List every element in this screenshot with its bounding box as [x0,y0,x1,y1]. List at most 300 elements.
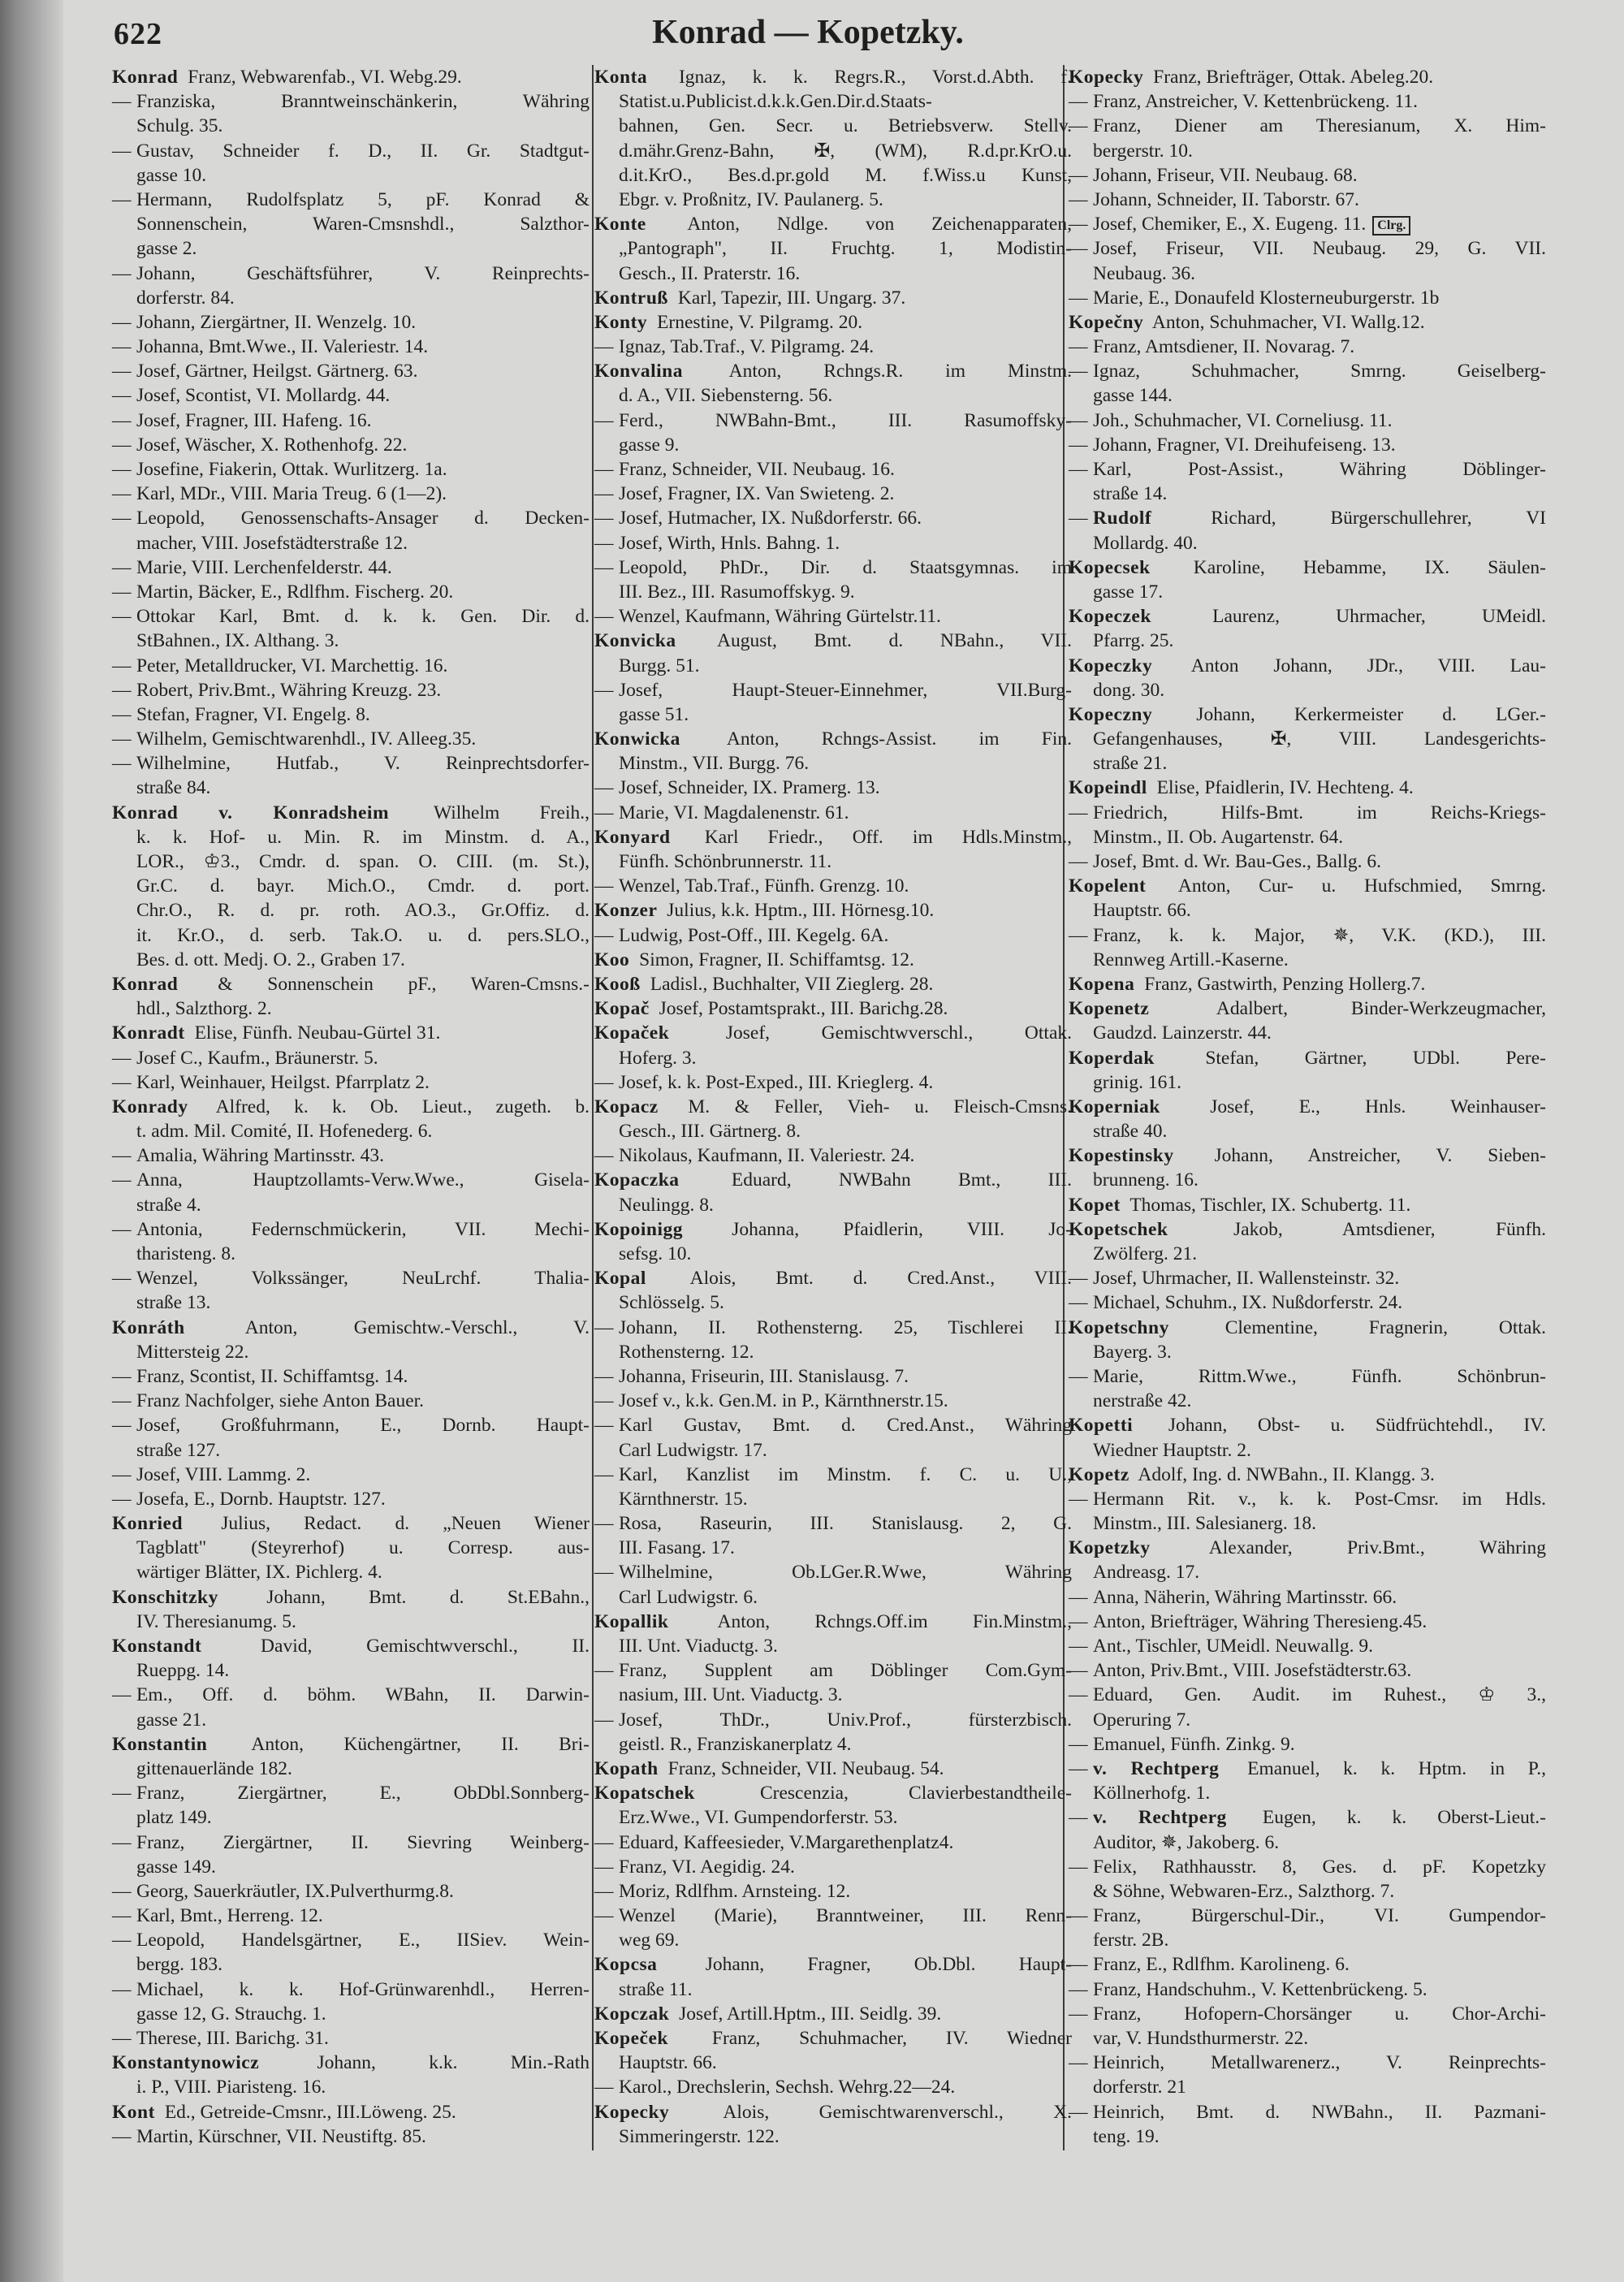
directory-entry [1069,1585,1546,1610]
ditto-dash: — [112,336,132,358]
ditto-dash: — [1069,2101,1088,2123]
entry-line [112,678,590,702]
ditto-dash: — [112,703,132,725]
entry-text: Wenzel, Tab.Traf., Fünfh. Grenzg. 10. [619,875,909,897]
entry-line [594,1340,1072,1364]
entry-text: Franziska, Branntweinschänkerin, Währing [136,91,590,113]
entry-line [1069,1952,1546,1977]
directory-entry [112,604,590,653]
ditto-dash: — [594,606,614,628]
entry-text: Carl Ludwigstr. 6. [619,1586,758,1608]
entry-text: Hauptstr. 66. [1093,900,1191,922]
entry-text: Stefan, Gärtner, UDbl. Pere- [1205,1047,1546,1069]
entry-text: bergerstr. 10. [1093,140,1193,162]
entry-line [1069,2026,1546,2051]
entry-text: Josef, Hutmacher, IX. Nußdorferstr. 66. [619,508,922,529]
entry-line [594,286,1072,310]
entry-text: Martin, Bäcker, E., Rdlfhm. Fischerg. 20. [136,581,454,603]
ditto-dash: — [112,140,132,162]
entry-text: Mollardg. 40. [1093,532,1198,554]
entry-text: Ernestine, V. Pilgramg. 20. [657,311,863,333]
entry-text: gasse 17. [1093,581,1164,603]
directory-entry [112,1634,590,1683]
surname-headword: Kopestinsky [1069,1145,1174,1167]
entry-line [112,1634,590,1658]
entry-line [594,825,1072,849]
entry-line [1069,89,1546,114]
entry-line [594,1658,1072,1683]
entry-line [112,1757,590,1781]
entry-text: straße 127. [136,1439,221,1461]
directory-entry [1069,1855,1546,1904]
entry-text: Thomas, Tischler, IX. Schubertg. 11. [1129,1194,1411,1216]
directory-entry [1069,1634,1546,1658]
entry-line [594,1757,1072,1781]
entry-text: Laurenz, Uhrmacher, UMeidl. [1212,606,1546,628]
entry-text: Anton, Rchngs.R. im Minstm. [728,361,1072,382]
ditto-dash: — [1069,1586,1088,1608]
entry-text: Sonnenschein, Waren-Cmsnshdl., Salzthor- [136,214,590,236]
entry-line [1069,1658,1546,1683]
entry-line [1069,65,1546,89]
entry-text: gasse 12, G. Strauchg. 1. [136,2003,326,2025]
entry-line [1069,1242,1546,1266]
directory-entry [1069,2051,1546,2099]
entry-line [594,1242,1072,1266]
entry-text: Marie, E., Donaufeld Klosterneuburgerstr. 1b [1093,287,1440,309]
surname-headword: Konschitzky [112,1586,218,1608]
listing-badge: Clrg. [1372,216,1410,236]
surname-headword: Kopecsek [1069,556,1151,578]
entry-line [112,1879,590,1904]
ditto-dash: — [594,508,614,529]
entry-text: geistl. R., Franziskanerplatz 4. [619,1733,852,1755]
directory-entry [594,1168,1072,1217]
entry-text: Peter, Metalldrucker, VI. Marchettig. 16. [136,655,448,676]
entry-line [594,1830,1072,1855]
entry-text: gittenauerlände 182. [136,1757,292,1779]
directory-entry [112,1585,590,1634]
entry-line [1069,2075,1546,2099]
entry-line [594,310,1072,335]
entry-line [112,310,590,335]
surname-headword: Rudolf [1093,508,1152,529]
entry-line [112,898,590,923]
entry-line [112,2100,590,2124]
directory-entry [1069,188,1546,212]
entry-text: Gesch., II. Praterstr. 16. [619,262,801,284]
ditto-dash: — [112,1463,132,1485]
entry-text: Anton, Ndlge. von Zeichenapparaten, [687,214,1072,236]
entry-text: Neulingg. 8. [619,1194,714,1216]
entry-text: Alois, Bmt. d. Cred.Anst., VIII. [689,1268,1072,1290]
ditto-dash: — [594,777,614,799]
entry-text: t. adm. Mil. Comité, II. Hofenederg. 6. [136,1121,433,1143]
directory-entry [1069,1952,1546,1977]
entry-text: grinig. 161. [1093,1071,1182,1093]
entry-text: Michael, Schuhm., IX. Nußdorferstr. 24. [1093,1292,1403,1314]
directory-entry [1069,972,1546,996]
directory-entry [112,1928,590,1977]
entry-text: Johann, II. Rothensterng. 25, Tischlerei II. [619,1316,1072,1338]
entry-line [112,555,590,580]
entry-text: Franz, E., Rdlfhm. Karolineng. 6. [1093,1954,1350,1976]
directory-entry [594,1511,1072,1560]
directory-entry [1069,874,1546,923]
entry-text: Franz, Diener am Theresianum, X. Him- [1093,115,1546,137]
entry-text: Elise, Fünfh. Neubau-Gürtel 31. [194,1022,441,1044]
directory-entry [1069,1364,1546,1413]
ditto-dash: — [594,1709,614,1731]
directory-entry [112,1021,590,1045]
entry-text: Karl Friedr., Off. im Hdls.Minstm., [704,826,1073,848]
entry-line [1069,580,1546,604]
entry-text: Minstm., VII. Burgg. 76. [619,753,810,775]
directory-entry [594,1879,1072,1904]
entry-text: macher, VIII. Josefstädterstraße 12. [136,532,408,554]
entry-line [112,751,590,776]
ditto-dash: — [112,1145,132,1167]
entry-text: k. k. Hof- u. Min. R. im Minstm. d. A., [136,826,590,848]
entry-line [1069,1904,1546,1928]
directory-entry [594,457,1072,482]
directory-entry [594,1855,1072,1879]
entry-text: Heinrich, Bmt. d. NWBahn., II. Pazmani- [1093,2101,1546,2123]
directory-entry [594,1610,1072,1658]
entry-line [1069,1070,1546,1095]
entry-text: Erz.Wwe., VI. Gumpendorferstr. 53. [619,1807,898,1829]
entry-text: Johann, Obst- u. Südfrüchtehdl., IV. [1168,1415,1546,1437]
entry-text: Nikolaus, Kaufmann, II. Valeriestr. 24. [619,1145,915,1167]
running-head [0,13,1624,52]
directory-entry [594,1364,1072,1389]
directory-entry [1069,1266,1546,1290]
entry-text: Karl Gustav, Bmt. d. Cred.Anst., Währing [619,1415,1072,1437]
entry-line [594,898,1072,923]
entry-line [112,2075,590,2099]
entry-text: Wenzel, Kaufmann, Währing Gürtelstr.11. [619,606,941,628]
entry-text: Julius, Redact. d. „Neuen Wiener [221,1513,590,1535]
directory-entry [1069,89,1546,114]
entry-line [594,1536,1072,1560]
ditto-dash: — [112,188,132,210]
directory-entry [112,2124,590,2149]
ditto-dash: — [1069,2052,1088,2074]
entry-text: Franz, Amtsdiener, II. Novarag. 7. [1093,336,1355,358]
entry-line [112,335,590,359]
entry-text: Josef, Wirth, Hnls. Bahng. 1. [619,532,840,554]
entry-text: Antonia, Federnschmückerin, VII. Mechi- [136,1218,590,1240]
directory-entry [112,433,590,457]
entry-text: Rennweg Artill.-Kaserne. [1093,949,1289,970]
entry-text: straße 13. [136,1292,211,1314]
entry-line [594,1732,1072,1757]
entry-line [1069,506,1546,530]
entry-line [594,1290,1072,1315]
entry-line [112,874,590,898]
entry-line [594,2075,1072,2099]
directory-entry [1069,654,1546,702]
entry-line [594,1168,1072,1192]
entry-line [594,1119,1072,1143]
directory-entry [1069,457,1546,506]
entry-text: d.it.KrO., Bes.d.pr.gold M. f.Wiss.u Kunst, [619,164,1072,186]
entry-line [112,1070,590,1095]
entry-text: nerstraße 42. [1093,1390,1192,1412]
directory-entry [594,1658,1072,1707]
ditto-dash: — [112,459,132,480]
entry-text: III. Bez., III. Rasumoffskyg. 9. [619,581,855,603]
surname-headword: Kopczak [594,2003,670,2025]
entry-line [112,506,590,530]
surname-headword: Konradt [112,1022,185,1044]
directory-entry [112,1487,590,1511]
entry-text: Neubaug. 36. [1093,262,1195,284]
surname-headword: Kopeček [594,2028,668,2049]
ditto-dash: — [1069,802,1088,823]
entry-text: Josef, Gärtner, Heilgst. Gärtnerg. 63. [136,361,418,382]
entry-text: Franz, Ziergärtner, E., ObDbl.Sonnberg- [136,1783,590,1804]
entry-text: straße 84. [136,777,211,799]
entry-line [112,139,590,163]
entry-line [1069,1683,1546,1707]
entry-line [594,1193,1072,1217]
entry-line [594,1095,1072,1119]
directory-entry [112,654,590,678]
entry-line [112,1316,590,1340]
directory-entry [112,383,590,408]
entry-text: gasse 9. [619,434,680,456]
directory-entry [112,335,590,359]
entry-line [112,702,590,727]
surname-headword: Kopač [594,998,650,1020]
entry-text: wärtiger Blätter, IX. Pichlerg. 4. [136,1562,382,1584]
entry-text: Anna, Hauptzollamts-Verw.Wwe., Gisela- [136,1169,590,1191]
entry-text: Josef, Fragner, III. Hafeng. 16. [136,409,372,431]
entry-text: weg 69. [619,1930,680,1951]
ditto-dash: — [1069,188,1088,210]
directory-entry [1069,114,1546,162]
entry-line [112,531,590,555]
directory-column-3 [1069,65,1546,2149]
page-number: 622 [114,17,162,51]
directory-entry [1069,286,1546,310]
directory-entry [594,1095,1072,1143]
entry-line [112,1487,590,1511]
entry-text: III. Unt. Viaductg. 3. [619,1636,778,1657]
entry-line [1069,751,1546,776]
entry-line [1069,1977,1546,2002]
directory-entry [112,1266,590,1315]
entry-line [112,1389,590,1413]
surname-headword: Konvalina [594,361,683,382]
entry-text: Karl, Post-Assist., Währing Döblinger- [1093,459,1546,480]
directory-entry [112,1046,590,1070]
entry-text: Johann, Ziergärtner, II. Wenzelg. 10. [136,311,417,333]
surname-headword: Kopeindl [1069,777,1147,799]
entry-text: Franz, Gastwirth, Penzing Hollerg.7. [1144,973,1426,995]
entry-text: Josef v., k.k. Gen.M. in P., Kärnthnerstr.15. [619,1390,948,1412]
ditto-dash: — [1069,214,1088,236]
entry-text: Eduard, Kaffeesieder, V.Margarethenplatz4. [619,1831,954,1853]
surname-headword: Konrad [112,67,179,88]
directory-entry [594,948,1072,972]
ditto-dash: — [1069,164,1088,186]
entry-line [1069,1536,1546,1560]
entry-text: Johann, Friseur, VII. Neubaug. 68. [1093,164,1358,186]
entry-line [594,114,1072,138]
ditto-dash: — [112,1831,132,1853]
entry-text: straße 21. [1093,753,1168,775]
entry-line [594,580,1072,604]
surname-headword: Kopetzky [1069,1537,1151,1559]
entry-line [1069,236,1546,261]
entry-text: Amalia, Währing Martinsstr. 43. [136,1145,385,1167]
entry-line [1069,139,1546,163]
directory-entry [594,604,1072,629]
entry-line [1069,1168,1546,1192]
directory-entry [1069,849,1546,874]
entry-text: Hermann Rit. v., k. k. Post-Cmsr. im Hdls. [1093,1488,1546,1510]
entry-text: Emanuel, Fünfh. Zinkg. 9. [1093,1733,1295,1755]
directory-entry [594,286,1072,310]
directory-entry [1069,1217,1546,1266]
entry-text: Bayerg. 3. [1093,1341,1172,1363]
surname-headword: v. Rechtperg [1093,1757,1220,1779]
entry-text: gasse 21. [136,1709,207,1731]
entry-line [1069,2124,1546,2149]
surname-headword: Kopečny [1069,311,1144,333]
ditto-dash: — [112,483,132,505]
directory-entry [112,310,590,335]
entry-line [112,1413,590,1437]
entry-text: Josef, Chemiker, E., X. Eugeng. 11. [1093,214,1367,236]
directory-entry [594,1217,1072,1266]
ditto-dash: — [112,1218,132,1240]
entry-text: Wilhelmine, Hutfab., V. Reinprechtsdorfer- [136,753,590,775]
surname-headword: Koperdak [1069,1047,1155,1069]
surname-headword: Kopena [1069,973,1135,995]
entry-text: Anton, Gemischtw.-Verschl., V. [244,1316,590,1338]
entry-line [112,1242,590,1266]
entry-line [1069,286,1546,310]
entry-line [594,604,1072,629]
directory-entry [112,89,590,138]
entry-text: Tagblatt" (Steyrerhof) u. Corresp. aus- [136,1537,590,1559]
ditto-dash: — [112,311,132,333]
entry-text: platz 149. [136,1807,212,1829]
surname-headword: Konstantynowicz [112,2052,260,2074]
entry-text: Johann, Kerkermeister d. LGer.- [1196,703,1546,725]
entry-text: Wilhelmine, Ob.LGer.R.Wwe, Währing [619,1562,1072,1584]
directory-entry [112,457,590,482]
surname-headword: Kopeczky [1069,655,1153,676]
directory-entry [594,482,1072,506]
directory-entry [1069,1977,1546,2002]
entry-line [112,948,590,972]
entry-text: Josef, Gemischtwverschl., Ottak. [725,1022,1073,1044]
directory-entry [112,1830,590,1879]
entry-line [594,212,1072,236]
ditto-dash: — [594,1365,614,1387]
directory-entry [594,972,1072,996]
ditto-dash: — [112,1169,132,1191]
entry-line [1069,1119,1546,1143]
directory-entry [594,65,1072,212]
entry-text: Franz, Schuhmacher, IV. Wiedner [711,2028,1073,2049]
surname-headword: Kopeczny [1069,703,1153,725]
entry-text: Johann, Fragner, VI. Dreihufeiseng. 13. [1093,434,1396,456]
ditto-dash: — [1069,508,1088,529]
entry-text: Martin, Kürschner, VII. Neustiftg. 85. [136,2125,426,2147]
directory-entry [594,874,1072,898]
entry-text: Andreasg. 17. [1093,1562,1200,1584]
directory-entry [594,1463,1072,1511]
directory-entry [1069,1487,1546,1536]
directory-entry [1069,1046,1546,1095]
entry-line [1069,898,1546,923]
entry-text: Hauptstr. 66. [619,2052,717,2074]
entry-line [1069,1340,1546,1364]
entry-line [1069,163,1546,188]
directory-entry [594,1316,1072,1364]
entry-line [594,335,1072,359]
entry-line [594,555,1072,580]
entry-text: Franz, Webwarenfab., VI. Webg.29. [188,67,462,88]
ditto-dash: — [1069,1684,1088,1706]
entry-line [112,359,590,383]
entry-line [112,408,590,433]
directory-entry [594,555,1072,604]
directory-entry [112,580,590,604]
entry-text: Jakob, Amtsdiener, Fünfh. [1233,1218,1546,1240]
entry-text: dorferstr. 84. [136,287,235,309]
directory-entry [112,482,590,506]
ditto-dash: — [1069,434,1088,456]
entry-line [594,1046,1072,1070]
entry-line [1069,604,1546,629]
entry-text: gasse 2. [136,238,197,260]
directory-entry [594,678,1072,727]
entry-text: bergg. 183. [136,1954,222,1976]
entry-text: Josef, E., Hnls. Weinhauser- [1210,1096,1546,1117]
entry-text: Adolf, Ing. d. NWBahn., II. Klangg. 3. [1138,1463,1435,1485]
entry-line [112,1046,590,1070]
ditto-dash: — [594,409,614,431]
directory-entry [594,1952,1072,2001]
directory-entry [1069,1904,1546,1952]
entry-line [1069,1855,1546,1879]
entry-line [1069,1805,1546,1830]
entry-text: Josef, Friseur, VII. Neubaug. 29, G. VII. [1093,238,1546,260]
entry-line [594,923,1072,948]
entry-text: Ignaz, k. k. Regrs.R., Vorst.d.Abth. f. [678,67,1073,88]
entry-text: gasse 149. [136,1856,216,1878]
directory-entry [112,1781,590,1830]
entry-text: Josef, Wäscher, X. Rothenhofg. 22. [136,434,408,456]
entry-line [594,2026,1072,2051]
entry-line [1069,2100,1546,2124]
directory-entry [594,776,1072,800]
entry-line [594,727,1072,751]
entry-line [1069,310,1546,335]
directory-entry [112,972,590,1021]
entry-text: Ignaz, Tab.Traf., V. Pilgramg. 24. [619,336,875,358]
directory-entry [1069,555,1546,604]
ditto-dash: — [112,91,132,113]
entry-text: Joh., Schuhmacher, VI. Corneliusg. 11. [1093,409,1393,431]
entry-line [1069,629,1546,653]
